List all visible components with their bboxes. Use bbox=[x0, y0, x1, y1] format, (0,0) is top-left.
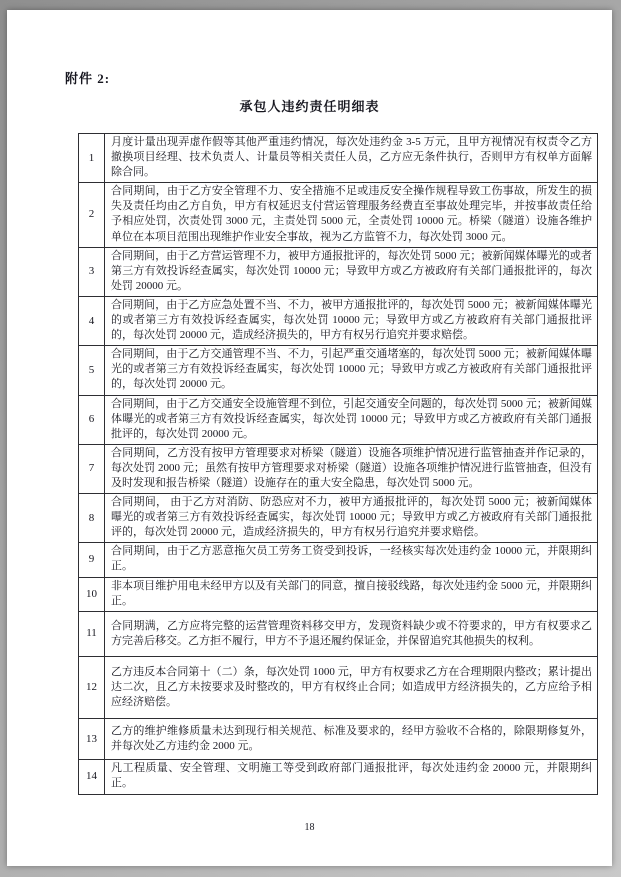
table-row bbox=[79, 611, 598, 656]
page-number: 18 bbox=[304, 822, 315, 833]
row-text-cell: 合同期间，由于乙方交通管理不当、不力，引起严重交通堵塞的，每次处罚 5000 元；被新闻媒体曝光的或者第三方有效投诉经查属实，每次处罚 10000 元；导致甲方或乙方被政府有关部门通报批评的，每次处罚 20000 元。 bbox=[105, 346, 598, 395]
row-number-cell: 13 bbox=[79, 719, 105, 760]
row-text-cell: 月度计量出现弄虚作假等其他严重违约情况，每次处违约金 3-5 万元，且甲方视情况有权责令乙方撤换项目经理、技术负责人、计量员等相关责任人员，乙方应无条件执行，否则甲方有权单方面解除合同。 bbox=[105, 134, 598, 183]
table-row bbox=[79, 577, 598, 611]
document-page bbox=[7, 10, 612, 866]
table-row bbox=[79, 247, 598, 296]
liability-table-body bbox=[79, 134, 598, 795]
attachment-label: 附件 2: bbox=[65, 71, 111, 86]
row-number-cell: 3 bbox=[79, 247, 105, 296]
row-number-cell: 5 bbox=[79, 346, 105, 395]
table-row bbox=[79, 760, 598, 794]
row-text-cell: 合同期间，由于乙方应急处置不当、不力，被甲方通报批评的，每次处罚 5000 元；被新闻媒体曝光的或者第三方有效投诉经查属实，每次处罚 10000 元；导致甲方或乙方被政府有关部门通报批评的，每次处罚 20000 元，造成经济损失的，甲方有权另行追究并要求赔偿。 bbox=[105, 296, 598, 345]
row-number-cell: 4 bbox=[79, 296, 105, 345]
liability-table bbox=[78, 133, 598, 795]
row-text-cell: 合同期间，由于乙方交通安全设施管理不到位，引起交通安全问题的，每次处罚 5000 元；被新闻媒体曝光的或者第三方有效投诉经查属实，每次处罚 10000 元；导致甲方或乙方被政府有关部门通报批评的，每次处罚 20000 元。 bbox=[105, 395, 598, 444]
row-number-cell: 12 bbox=[79, 656, 105, 718]
row-text-cell: 合同期间，由于乙方恶意拖欠员工劳务工资受到投诉，一经核实每次处违约金 10000 元，并限期纠正。 bbox=[105, 543, 598, 577]
row-text-cell: 非本项目维护用电未经甲方以及有关部门的同意，擅自接驳线路，每次处违约金 5000 元，并限期纠正。 bbox=[105, 577, 598, 611]
table-row bbox=[79, 134, 598, 183]
row-number-cell: 6 bbox=[79, 395, 105, 444]
row-number-cell: 8 bbox=[79, 494, 105, 543]
row-number-cell: 10 bbox=[79, 577, 105, 611]
row-text-cell: 合同期间， 由于乙方对消防、防恐应对不力，被甲方通报批评的，每次处罚 5000 元；被新闻媒体曝光的或者第三方有效投诉经查属实，每次处罚 10000 元；导致甲方或乙方被政府有关部门通报批评的，每次处罚 20000 元，造成经济损失的，甲方有权另行追究并要求赔偿。 bbox=[105, 494, 598, 543]
table-row bbox=[79, 719, 598, 760]
table-row bbox=[79, 346, 598, 395]
row-number-cell: 1 bbox=[79, 134, 105, 183]
row-text-cell: 合同期满，乙方应将完整的运营管理资料移交甲方，发现资料缺少或不符要求的，甲方有权要求乙方完善后移交。乙方拒不履行，甲方不予退还履约保证金，并保留追究其他损失的权利。 bbox=[105, 611, 598, 656]
table-row bbox=[79, 183, 598, 247]
row-number-cell: 9 bbox=[79, 543, 105, 577]
page-title: 承包人违约责任明细表 bbox=[239, 99, 380, 114]
table-row bbox=[79, 543, 598, 577]
row-number-cell: 11 bbox=[79, 611, 105, 656]
row-number-cell: 14 bbox=[79, 760, 105, 794]
row-number-cell: 2 bbox=[79, 183, 105, 247]
row-text-cell: 凡工程质量、安全管理、文明施工等受到政府部门通报批评，每次处违约金 20000 元，并限期纠正。 bbox=[105, 760, 598, 794]
row-text-cell: 合同期间，由于乙方安全管理不力、安全措施不足或违反安全操作规程导致工伤事故，所发生的损失及责任均由乙方自负，甲方有权延迟支付营运管理服务经费直至事故处理完毕，并按事故责任给予相应处罚，次责处罚 3000 元，主责处罚 5000 元，全责处罚 10000 元。桥梁（隧道）设施各维护单位在本项目范围出现维护作业安全事故，视为乙方监管不力，每次处罚 3000 元。 bbox=[105, 183, 598, 247]
table-row bbox=[79, 494, 598, 543]
row-number-cell: 7 bbox=[79, 444, 105, 493]
table-row bbox=[79, 656, 598, 718]
row-text-cell: 乙方违反本合同第十（二）条，每次处罚 1000 元，甲方有权要求乙方在合理期限内整改；累计提出达二次，且乙方未按要求及时整改的，甲方有权终止合同；如造成甲方经济损失的，乙方应给予相应经济赔偿。 bbox=[105, 656, 598, 718]
row-text-cell: 合同期间，由于乙方营运管理不力，被甲方通报批评的，每次处罚 5000 元；被新闻媒体曝光的或者第三方有效投诉经查属实，每次处罚 10000 元；导致甲方或乙方被政府有关部门通报批评的，每次处罚 20000 元。 bbox=[105, 247, 598, 296]
table-row bbox=[79, 296, 598, 345]
table-row bbox=[79, 444, 598, 493]
table-row bbox=[79, 395, 598, 444]
row-text-cell: 合同期间，乙方没有按甲方管理要求对桥梁（隧道）设施各项维护情况进行监管抽查并作记录的，每次处罚 2000 元；虽然有按甲方管理要求对桥梁（隧道）设施各项维护情况进行监管抽查，但没有及时发现和报告桥梁（隧道）设施存在的重大安全隐患，每次处罚 5000 元。 bbox=[105, 444, 598, 493]
row-text-cell: 乙方的维护维修质量未达到现行相关规范、标准及要求的，经甲方验收不合格的，除限期修复外，并每次处乙方违约金 2000 元。 bbox=[105, 719, 598, 760]
